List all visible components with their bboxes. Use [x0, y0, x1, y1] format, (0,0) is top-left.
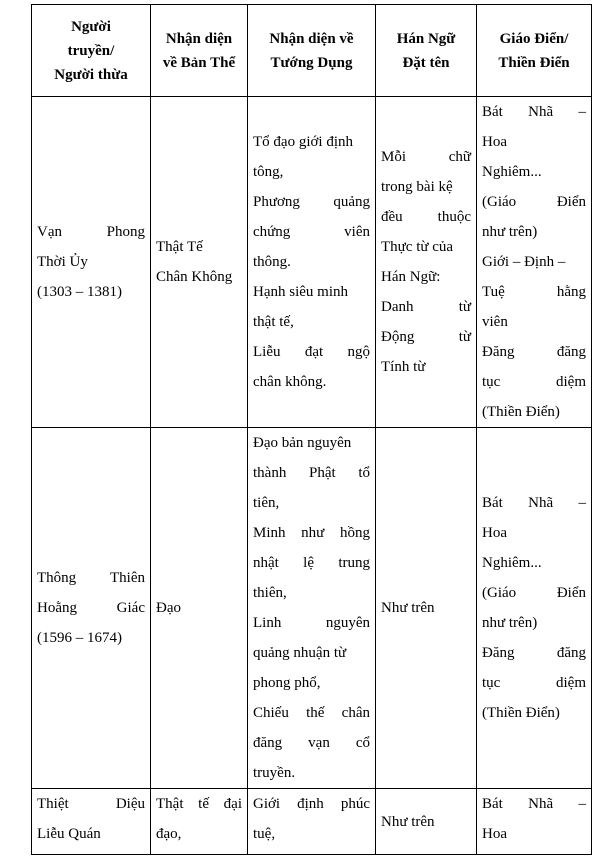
header-cell-ban-the: Nhận diện về Bản Thể	[151, 5, 248, 97]
ban-the-cell: Thật tế đại đạo,	[151, 789, 248, 855]
han-ngu-cell: Mỗi chữ trong bài kệ đều thuộc Thực từ của Hán Ngữ: Danh từ Động từ Tính từ	[376, 97, 477, 428]
han-ngu-cell: Như trên	[376, 789, 477, 855]
person-cell: Thiệt Diệu Liễu Quán	[32, 789, 151, 855]
han-ngu-cell: Như trên	[376, 428, 477, 789]
header-cell-giao-dien: Giáo Điển/ Thiền Điển	[477, 5, 592, 97]
ban-the-cell: Đạo	[151, 428, 248, 789]
person-cell: Thông Thiên Hoằng Giác (1596 – 1674)	[32, 428, 151, 789]
header-cell-person: Người truyền/ Người thừa	[32, 5, 151, 97]
tuong-dung-cell: Giới định phúc tuệ,	[248, 789, 376, 855]
header-cell-tuong-dung: Nhận diện về Tướng Dụng	[248, 5, 376, 97]
person-cell: Vạn Phong Thời Ủy (1303 – 1381)	[32, 97, 151, 428]
header-cell-han-ngu: Hán Ngữ Đặt tên	[376, 5, 477, 97]
tuong-dung-cell: Đạo bản nguyên thành Phật tổ tiên, Minh như hồng nhật lệ trung thiên, Linh nguyên quảng nhuận từ phong phổ, Chiếu thế chân đăng vạn cổ truyền.	[248, 428, 376, 789]
table-row	[32, 428, 592, 789]
ban-the-cell: Thật Tế Chân Không	[151, 97, 248, 428]
table-row	[32, 97, 592, 428]
lineage-table	[31, 4, 592, 855]
header-row	[32, 5, 592, 97]
giao-dien-cell: Bát Nhã – Hoa	[477, 789, 592, 855]
tuong-dung-cell: Tổ đạo giới định tông, Phương quảng chứng viên thông. Hạnh siêu minh thật tế, Liễu đạt ngộ chân không.	[248, 97, 376, 428]
giao-dien-cell: Bát Nhã – Hoa Nghiêm... (Giáo Điển như trên) Đăng đăng tục diệm (Thiền Điển)	[477, 428, 592, 789]
giao-dien-cell: Bát Nhã – Hoa Nghiêm... (Giáo Điển như trên) Giới – Định – Tuệ hằng viên Đăng đăng tục diệm (Thiền Điển)	[477, 97, 592, 428]
table-row	[32, 789, 592, 855]
